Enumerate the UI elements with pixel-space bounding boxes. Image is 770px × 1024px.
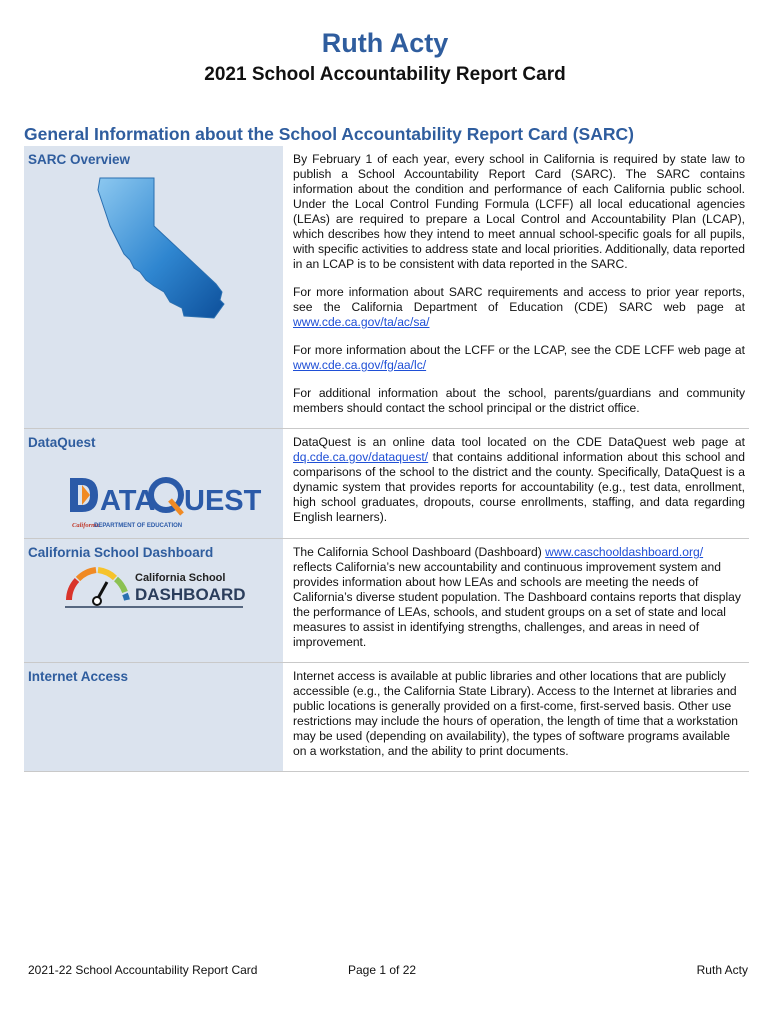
svg-text:California School: California School — [135, 572, 226, 584]
dashboard-link[interactable]: www.caschooldashboard.org/ — [545, 545, 704, 559]
svg-text:DASHBOARD: DASHBOARD — [135, 585, 246, 604]
row-label-cell — [24, 663, 283, 772]
sarc-overview-text: By February 1 of each year, every school in California is required by state law to publish a School Accountability Report Card (SARC). The SARC contains information about the condition and performance of each California public school. Under the Local Control Funding Formula (LCFF) all local educational agencies (LEAs) are required to prepare a Local Control and Accountability Plan (LCAP), which describes how they intend to meet annual school-specific goals for all pupils, with specific activities to address state and local priorities. Additionally, data reported in an LCAP is to be consistent with data reported in the SARC. — [293, 152, 745, 271]
svg-text:California: California — [72, 522, 100, 529]
section-heading: General Information about the School Accountability Report Card (SARC) — [24, 124, 634, 144]
row-label: DataQuest — [28, 435, 96, 450]
sarc-requirements-text — [293, 285, 745, 330]
internet-access-text: Internet access is available at public libraries and other locations that are publicly accessible (e.g., the California State Library). Access to the Internet at libraries and public locations is generally provided on a first-come, first-served basis. Other use restrictions may include the hours of operation, the length of time that a workstation may be used (depending on availability), the types of software programs available on a workstation, and the ability to print documents. — [293, 669, 739, 758]
svg-text:UEST: UEST — [184, 485, 262, 517]
footer-right: Ruth Acty — [696, 963, 748, 977]
row-body-cell — [283, 429, 749, 539]
row-label: Internet Access — [28, 669, 129, 684]
dashboard-logo — [63, 566, 253, 610]
svg-text:ATA: ATA — [100, 485, 156, 517]
dashboard-sentence-start: The California School Dashboard (Dashboard) — [293, 545, 542, 559]
table-row — [24, 663, 749, 772]
school-name: Ruth Acty — [321, 28, 449, 58]
general-info-table — [24, 146, 749, 772]
contact-text: For additional information about the school, parents/guardians and community members should contact the school principal or the district office. — [293, 386, 745, 415]
cde-lcff-link[interactable]: www.cde.ca.gov/fg/aa/lc/ — [293, 358, 427, 372]
dataquest-sentence-start: DataQuest is an online data tool located on the CDE DataQuest web page at — [293, 435, 745, 449]
table-row — [24, 539, 749, 663]
footer-left: 2021-22 School Accountability Report Card — [28, 963, 258, 977]
dataquest-sentence-end: that contains additional information about this school and comparisons of the school to the district and the county. Specifically, DataQuest is a dynamic system that provides reports for accountability (e.g., test data, enrollment, high school graduates, dropouts, course enrollments, staffing, and data regarding English learners). — [293, 450, 745, 524]
row-label-cell — [24, 429, 283, 539]
row-label: California School Dashboard — [28, 545, 214, 560]
footer-page-number: Page 1 of 22 — [348, 963, 417, 977]
table-row — [24, 146, 749, 429]
dataquest-text — [293, 435, 745, 525]
row-label-cell — [24, 146, 283, 429]
sarc-requirements-sentence: For more information about SARC requirements and access to prior year reports, see the California Department of Education (CDE) SARC web page at — [293, 285, 745, 314]
cde-sarc-link[interactable]: www.cde.ca.gov/ta/ac/sa/ — [293, 315, 430, 329]
table-row — [24, 429, 749, 539]
row-body-cell — [283, 146, 749, 429]
lcff-sentence: For more information about the LCFF or the LCAP, see the CDE LCFF web page at — [293, 343, 745, 357]
row-body-cell — [283, 539, 749, 663]
california-map-icon — [96, 176, 286, 326]
row-label: SARC Overview — [28, 152, 131, 167]
row-label-cell — [24, 539, 283, 663]
dataquest-link[interactable]: dq.cde.ca.gov/dataquest/ — [293, 450, 429, 464]
svg-text:DEPARTMENT OF EDUCATION: DEPARTMENT OF EDUCATION — [94, 523, 183, 529]
report-title: 2021 School Accountability Report Card — [204, 64, 566, 85]
dataquest-logo — [68, 472, 262, 532]
row-body-cell — [283, 663, 749, 772]
dashboard-text — [293, 545, 745, 650]
dashboard-sentence-end: reflects California’s new accountability and continuous improvement system and provides information about how LEAs and schools are meeting the needs of California’s diverse student population. The Dashboard contains reports that display the performance of LEAs, schools, and student groups on a set of state and local measures to assist in identifying strengths, challenges, and areas in need of improvement. — [293, 560, 741, 649]
lcff-text — [293, 343, 745, 373]
